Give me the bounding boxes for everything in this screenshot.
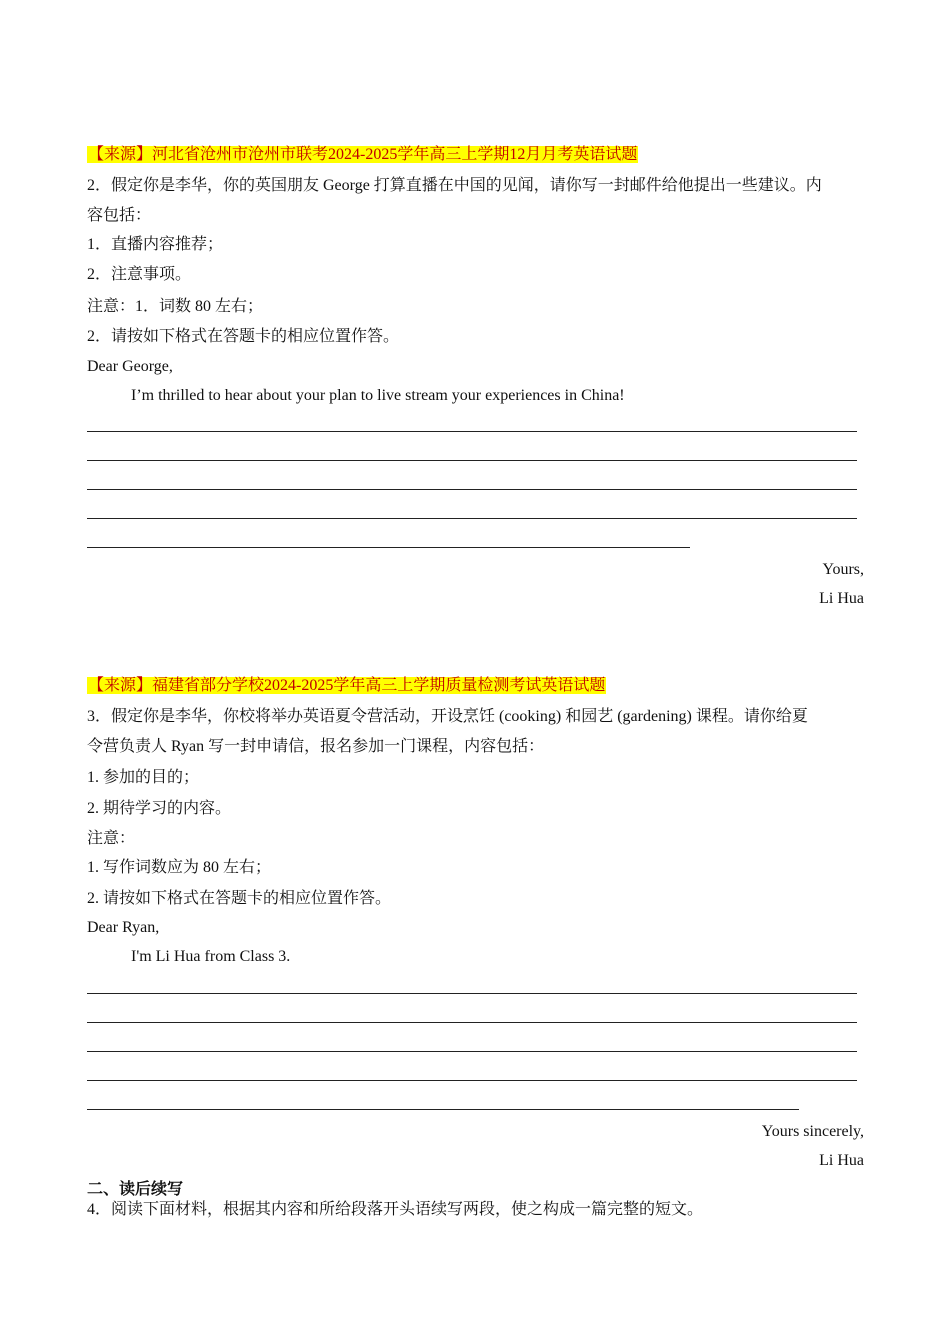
q3-signature: Li Hua bbox=[819, 1152, 864, 1169]
q3-prompt-line2: 令营负责人 Ryan 写一封申请信，报名参加一门课程，内容包括： bbox=[87, 738, 545, 755]
q2-signature: Li Hua bbox=[819, 590, 864, 607]
q2-answer-line bbox=[87, 547, 690, 548]
q2-source: 【来源】河北省沧州市沧州市联考2024-2025学年高三上学期12月月考英语试题 bbox=[88, 146, 638, 163]
q2-answer-line bbox=[87, 518, 857, 519]
q3-answer-line bbox=[87, 1051, 857, 1052]
q3-note2: 2. 请按如下格式在答题卡的相应位置作答。 bbox=[87, 890, 392, 907]
q3-answer-line bbox=[87, 1022, 857, 1023]
q2-prompt-line2: 容包括： bbox=[87, 207, 152, 224]
q2-closing: Yours, bbox=[822, 561, 864, 578]
q2-answer-line bbox=[87, 489, 857, 490]
q2-item1: 1．直播内容推荐； bbox=[87, 236, 224, 253]
q3-answer-line bbox=[87, 1109, 799, 1110]
q2-answer-line bbox=[87, 431, 857, 432]
q2-note2: 2．请按如下格式在答题卡的相应位置作答。 bbox=[87, 328, 400, 345]
q3-note1: 1. 写作词数应为 80 左右； bbox=[87, 859, 272, 876]
q2-prompt-line1: 2．假定你是李华，你的英国朋友 George 打算直播在中国的见闻，请你写一封邮件给他提出一些建议。内 bbox=[87, 177, 822, 194]
section-heading: 二、读后续写 bbox=[87, 1181, 184, 1198]
q2-answer-line bbox=[87, 460, 857, 461]
q3-answer-line bbox=[87, 993, 857, 994]
q3-note-title: 注意： bbox=[87, 830, 136, 847]
q3-source: 【来源】福建省部分学校2024-2025学年高三上学期质量检测考试英语试题 bbox=[88, 677, 606, 694]
q3-item2: 2. 期待学习的内容。 bbox=[87, 800, 232, 817]
q2-item2: 2．注意事项。 bbox=[87, 266, 192, 283]
q4-prompt: 4．阅读下面材料，根据其内容和所给段落开头语续写两段，使之构成一篇完整的短文。 bbox=[87, 1201, 704, 1218]
q3-answer-line bbox=[87, 1080, 857, 1081]
q3-source-line bbox=[87, 676, 606, 696]
q2-note1: 注意：1．词数 80 左右； bbox=[87, 298, 264, 315]
q2-salutation: Dear George, bbox=[87, 358, 173, 375]
q3-opening: I'm Li Hua from Class 3. bbox=[131, 948, 291, 965]
q3-closing: Yours sincerely, bbox=[761, 1123, 864, 1140]
q2-source-line bbox=[87, 145, 638, 165]
q3-salutation: Dear Ryan, bbox=[87, 919, 160, 936]
q3-prompt-line1: 3．假定你是李华，你校将举办英语夏令营活动，开设烹饪 (cooking) 和园艺 (gardening) 课程。请你给夏 bbox=[87, 708, 808, 725]
q3-item1: 1. 参加的目的； bbox=[87, 769, 200, 786]
q2-opening: I’m thrilled to hear about your plan to live stream your experiences in China! bbox=[131, 387, 625, 404]
